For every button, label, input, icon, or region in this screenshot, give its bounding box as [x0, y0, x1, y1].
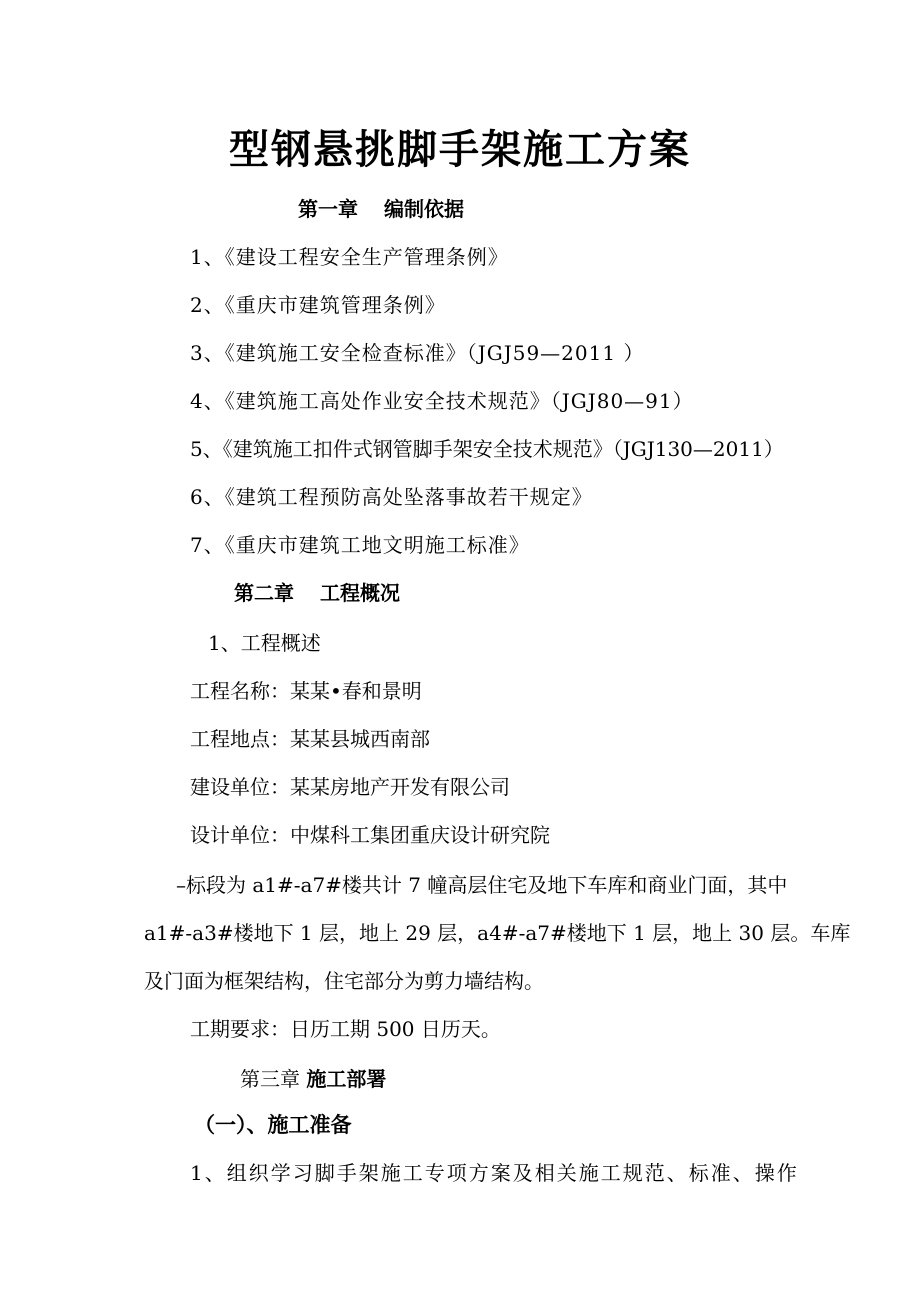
project-name: 工程名称：某某•春和景明: [190, 679, 422, 703]
basis-item-3: 3、《建筑施工安全检查标准》（JGJ59—2011 ）: [190, 341, 645, 365]
chapter3-heading: [240, 1064, 386, 1094]
chapter3-name: 施工部署: [306, 1067, 387, 1091]
chapter1-heading: [298, 194, 464, 224]
preparation-item-1: 1、组织学习脚手架施工专项方案及相关施工规范、标准、操作: [190, 1161, 799, 1185]
project-description-line-3: 及门面为框架结构，住宅部分为剪力墙结构。: [144, 969, 544, 993]
chapter1-number: 第一章: [298, 197, 358, 221]
chapter1-name: 编制依据: [384, 197, 464, 221]
basis-item-1: 1、《建设工程安全生产管理条例》: [190, 245, 509, 269]
chapter2-number: 第二章: [234, 581, 294, 605]
document-title: 型钢悬挑脚手架施工方案: [229, 126, 691, 173]
chapter2-name: 工程概况: [320, 581, 400, 605]
section-overview: 1、工程概述: [208, 631, 321, 655]
section-preparation: （一）、施工准备: [194, 1112, 352, 1137]
basis-item-7: 7、《重庆市建筑工地文明施工标准》: [190, 533, 530, 557]
chapter2-heading: [234, 578, 400, 608]
basis-item-6: 6、《建筑工程预防高处坠落事故若干规定》: [190, 485, 593, 509]
basis-item-5: 5、《建筑施工扣件式钢管脚手架安全技术规范》（JGJ130—2011）: [190, 437, 784, 461]
project-location: 工程地点：某某县城西南部: [190, 727, 430, 751]
design-unit: 设计单位：中煤科工集团重庆设计研究院: [190, 823, 550, 847]
project-description-line-2: a1#-a3#楼地下 1 层，地上 29 层，a4#-a7#楼地下 1 层，地上 30 层。车库: [144, 921, 851, 945]
builder-unit: 建设单位：某某房地产开发有限公司: [190, 775, 510, 799]
chapter3-number: 第三章: [240, 1067, 300, 1091]
basis-item-2: 2、《重庆市建筑管理条例》: [190, 293, 446, 317]
project-description-line-1: –标段为 a1#-a7#楼共计 7 幢高层住宅及地下车库和商业门面，其中: [176, 873, 788, 897]
basis-item-4: 4、《建筑施工高处作业安全技术规范》（JGJ80—91）: [190, 389, 694, 413]
project-duration: 工期要求：日历工期 500 日历天。: [190, 1017, 501, 1041]
